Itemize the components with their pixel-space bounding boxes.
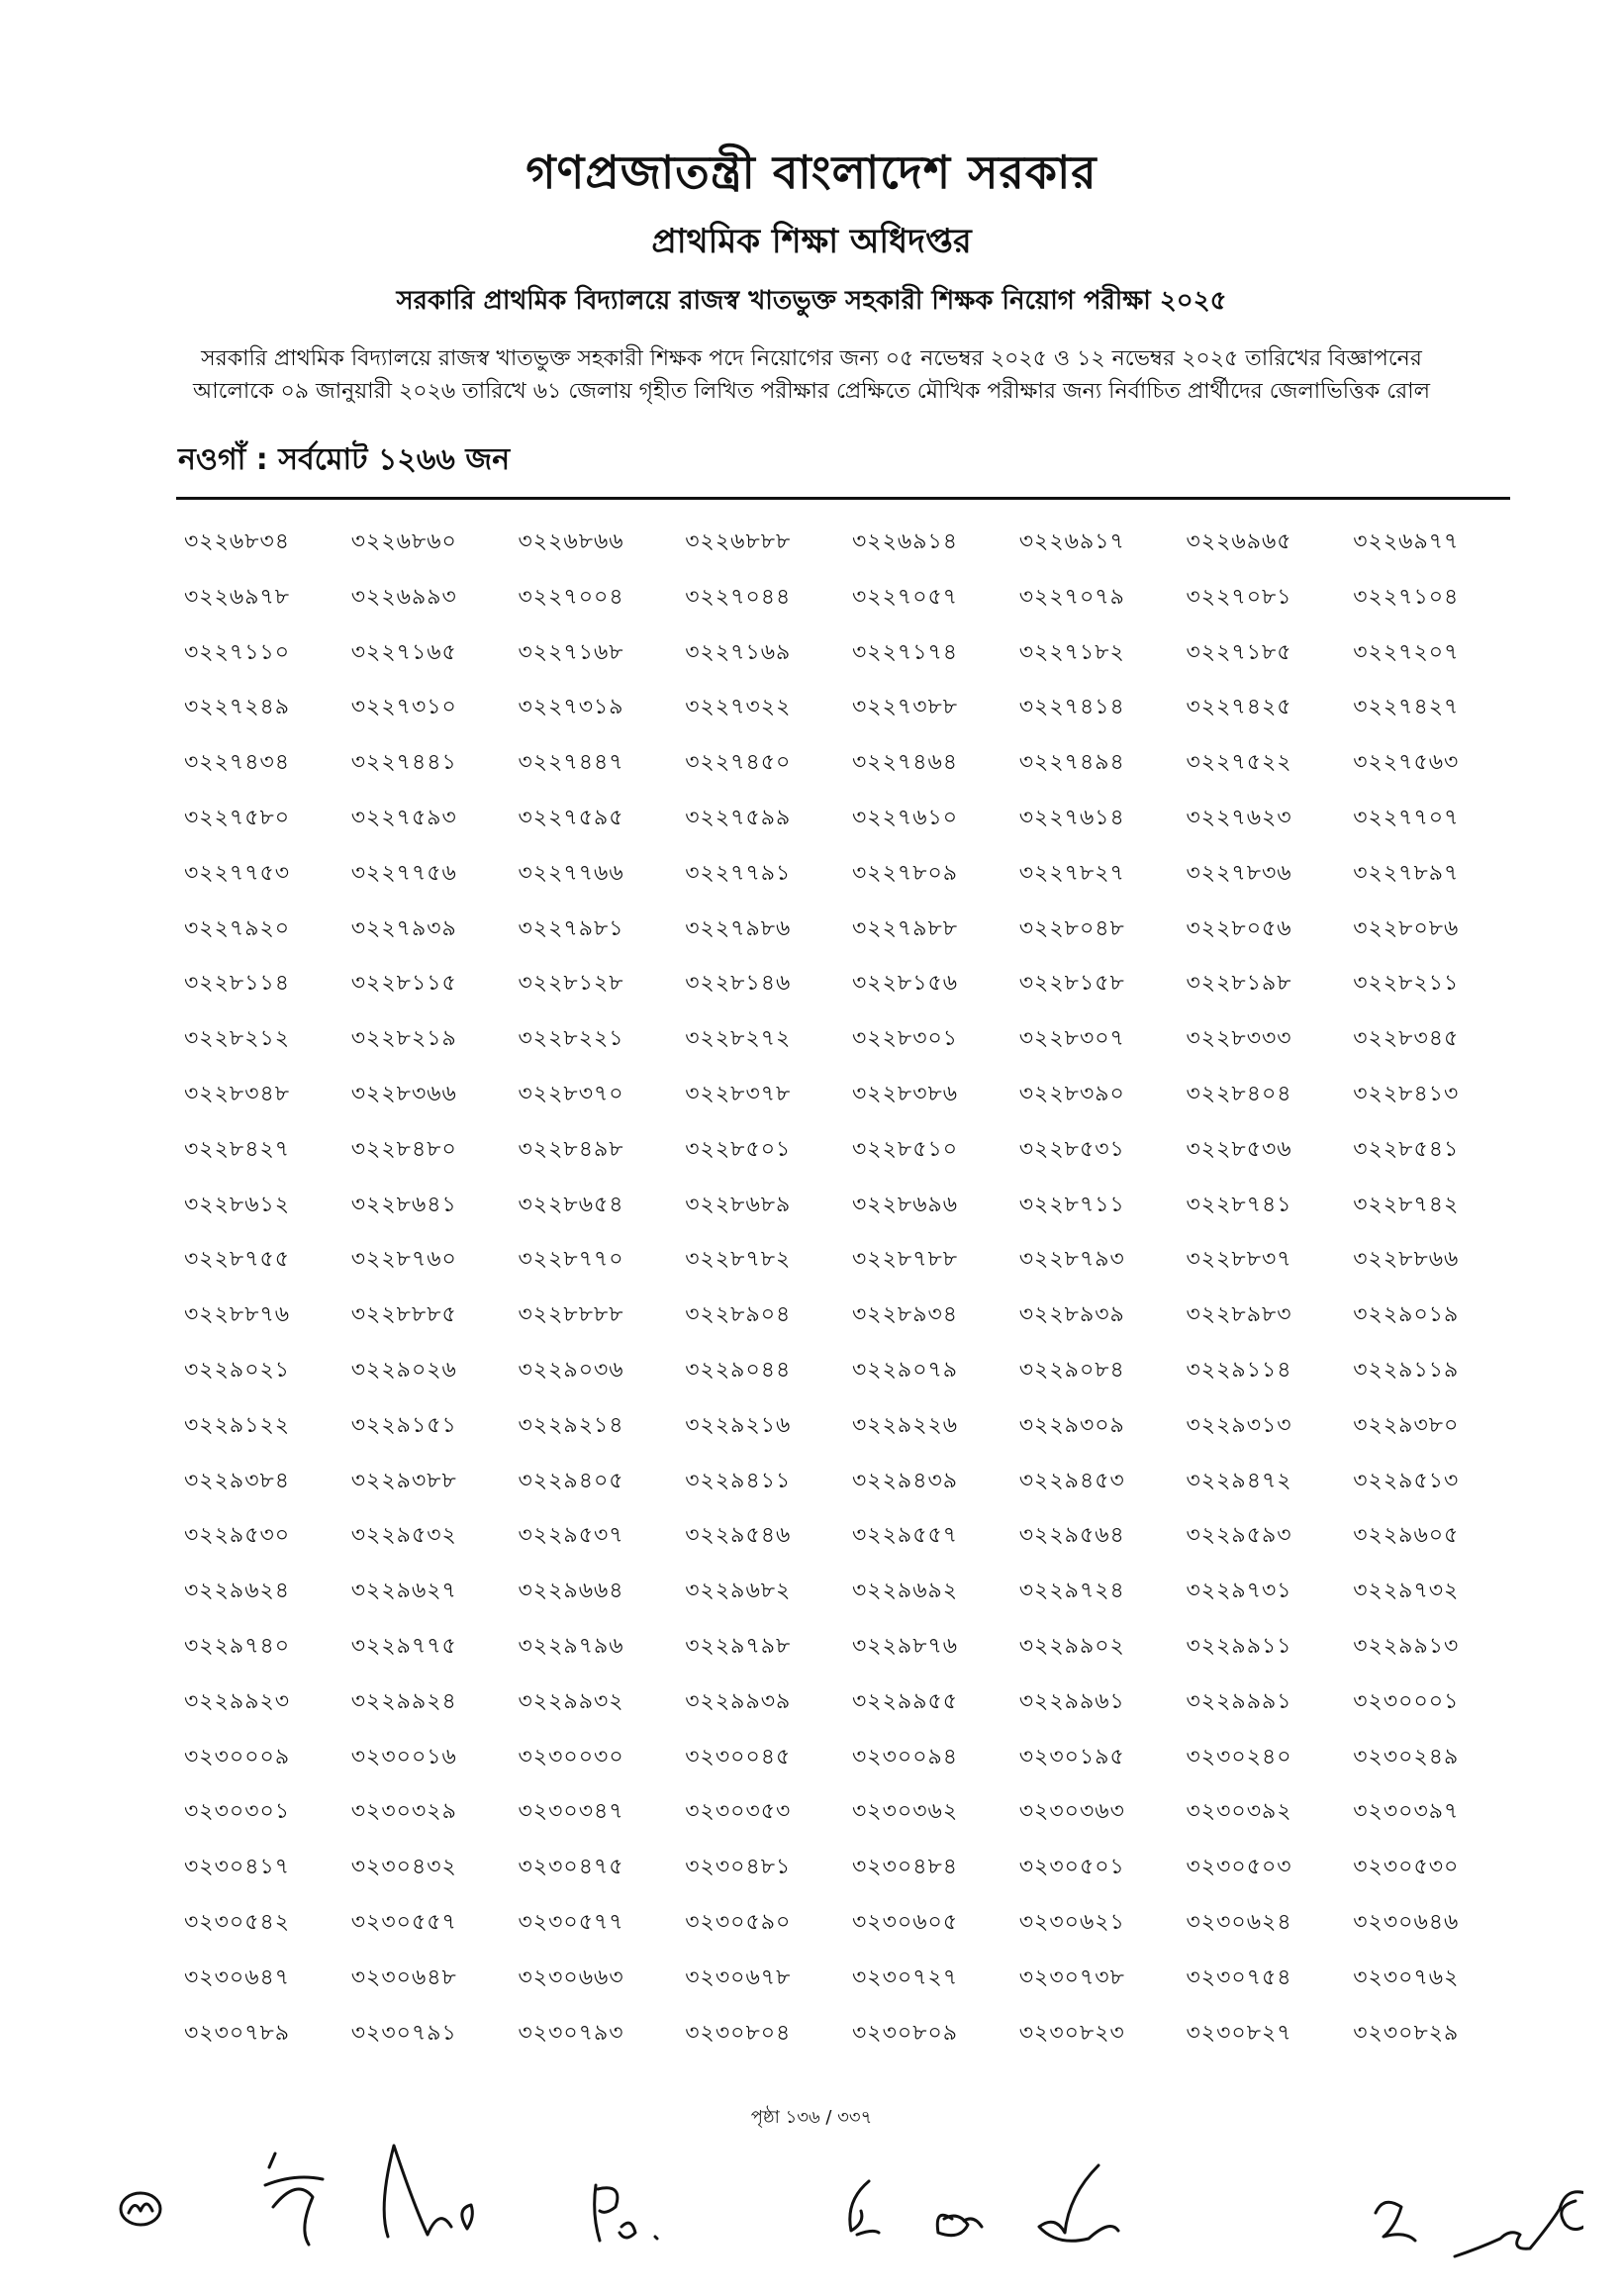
roll-number: ৩২২৮২১১ [1353,971,1460,997]
roll-number: ৩২২৯৯২৩ [184,1688,291,1714]
roll-number: ৩২২৮৪০৪ [1186,1081,1292,1106]
roll-number: ৩২৩০৭২৭ [852,1964,959,1990]
roll-number: ৩২২৮৬১২ [184,1192,291,1217]
roll-number: ৩২২৮৭৭০ [518,1247,624,1273]
roll-number: ৩২৩০৭৫৪ [1186,1964,1292,1990]
roll-number: ৩২৩০৬২১ [1018,1909,1125,1935]
signature-8 [1455,2192,1583,2256]
roll-number: ৩২২৯১১৪ [1186,1357,1292,1383]
roll-number: ৩২২৮১২৮ [518,971,624,997]
roll-number: ৩২২৯৬২৭ [350,1578,457,1604]
roll-number: ৩২২৭৩২২ [685,695,792,720]
roll-number: ৩২২৮৮৩৭ [1186,1247,1292,1273]
roll-number: ৩২২৯০২১ [184,1357,291,1383]
roll-number: ৩২২৮৭৮২ [685,1247,792,1273]
roll-number: ৩২২৮৩৩৩ [1186,1026,1292,1052]
roll-number: ৩২২৭৮৯৭ [1353,860,1460,886]
roll-number: ৩২২৮৭৯৩ [1018,1247,1125,1273]
roll-number: ৩২২৯৬২৪ [184,1578,291,1604]
page-number: পৃষ্ঠা ১৩৬ / ৩৩৭ [750,2107,873,2128]
roll-number: ৩২২৭৬১০ [852,805,959,830]
roll-number: ৩২২৮১৫৬ [852,971,959,997]
roll-number: ৩২২৭৯৮১ [518,915,624,941]
heading-divider [176,497,1510,500]
roll-number-grid [176,527,1512,2073]
roll-number: ৩২২৮৩৭৮ [685,1081,792,1106]
signature-4 [595,2185,657,2241]
roll-number: ৩২২৮৭১১ [1018,1192,1125,1217]
notice-line-1: সরকারি প্রাথমিক বিদ্যালয়ে রাজস্ব খাতভুক্ত সহকারী শিক্ষক পদে নিয়োগের জন্য ০৫ নভেম্বর ২০২৫ ও ১২ নভেম্বর ২০২৫ তারিখের বিজ্ঞাপনের [201,346,1422,371]
roll-number: ৩২২৭৯৮৬ [685,915,792,941]
roll-number: ৩২৩০৮২৯ [1353,2020,1460,2046]
roll-number: ৩২২৯৩১৩ [1186,1412,1292,1438]
exam-title: সরকারি প্রাথমিক বিদ্যালয়ে রাজস্ব খাতভুক্ত সহকারী শিক্ষক নিয়োগ পরীক্ষা ২০২৫ [396,286,1227,316]
roll-number: ৩২২৯৯৫৫ [852,1688,959,1714]
roll-number: ৩২২৯৫৪৬ [685,1523,792,1549]
roll-number: ৩২২৭৫৯৫ [518,805,624,830]
roll-number: ৩২২৯৩৮৮ [350,1468,457,1493]
roll-number: ৩২২৮৩৭০ [518,1081,624,1106]
roll-number: ৩২২৮৪৯৮ [518,1136,624,1162]
roll-number: ৩২২৯৬৮২ [685,1578,792,1604]
roll-number: ৩২২৮৭৫৫ [184,1247,291,1273]
roll-number: ৩২২৯৭২৪ [1018,1578,1125,1604]
roll-number: ৩২২৯৯১১ [1186,1633,1292,1659]
roll-number: ৩২২৬৮৬৬ [518,529,624,554]
roll-number: ৩২২৭০৪৪ [685,584,792,610]
roll-number: ৩২২৯৯৩২ [518,1688,624,1714]
roll-number: ৩২২৯২২৬ [852,1412,959,1438]
roll-number: ৩২৩০৬২৪ [1186,1909,1292,1935]
roll-number: ৩২২৯৫৩৭ [518,1523,624,1549]
roll-number: ৩২২৭৪১৪ [1018,695,1125,720]
roll-number: ৩২৩০৮২৩ [1018,2020,1125,2046]
roll-number: ৩২২৬৮৬০ [350,529,457,554]
roll-number: ৩২২৯৭৩১ [1186,1578,1292,1604]
roll-number: ৩২৩০৬০৫ [852,1909,959,1935]
roll-number: ৩২২৭৩১০ [350,695,457,720]
roll-number: ৩২৩০০৪৫ [685,1744,792,1770]
roll-number: ৩২২৮২১৯ [350,1026,457,1052]
roll-number: ৩২২৯৫৬৪ [1018,1523,1125,1549]
roll-number: ৩২২৭৭০৭ [1353,805,1460,830]
roll-number: ৩২২৯০২৬ [350,1357,457,1383]
roll-number: ৩২২৮৯৩৯ [1018,1302,1125,1328]
roll-number: ৩২২৯৬৯২ [852,1578,959,1604]
roll-number: ৩২২৬৯৭৭ [1353,529,1460,554]
roll-number: ৩২২৯৭৪০ [184,1633,291,1659]
roll-number: ৩২২৯৪১১ [685,1468,792,1493]
roll-number: ৩২২৭৮৩৬ [1186,860,1292,886]
roll-number: ৩২২৯৫৩০ [184,1523,291,1549]
roll-number: ৩২২৭৪২৫ [1186,695,1292,720]
roll-number: ৩২২৮৮৬৬ [1353,1247,1460,1273]
roll-number: ৩২২৮৬৫৪ [518,1192,624,1217]
roll-number: ৩২২৭৪৩৪ [184,750,291,776]
department-title: প্রাথমিক শিক্ষা অধিদপ্তর [651,222,972,261]
roll-number: ৩২২৯৭৯৮ [685,1633,792,1659]
roll-number: ৩২২৭০৭৯ [1018,584,1125,610]
roll-number: ৩২২৭৭৬৬ [518,860,624,886]
roll-number: ৩২২৮২৭২ [685,1026,792,1052]
roll-number: ৩২৩০০০৯ [184,1744,291,1770]
roll-number: ৩২২৯০১৯ [1353,1302,1460,1328]
roll-number: ৩২৩০৫৯০ [685,1909,792,1935]
roll-number: ৩২২৮১১৪ [184,971,291,997]
roll-number: ৩২২৮৩৬৬ [350,1081,457,1106]
roll-number: ৩২২৮৮৮৫ [350,1302,457,1328]
roll-number: ৩২২৮৯০৪ [685,1302,792,1328]
roll-number: ৩২২৬৮৮৮ [685,529,792,554]
roll-number: ৩২৩০৪৭৫ [518,1855,624,1880]
roll-number: ৩২৩০০৯৪ [852,1744,959,1770]
roll-number: ৩২৩০৩৬২ [852,1799,959,1825]
roll-number: ৩২২৯৫১৩ [1353,1468,1460,1493]
roll-number: ৩২২৭০৮১ [1186,584,1292,610]
roll-number: ৩২২৯৫৩২ [350,1523,457,1549]
roll-number: ৩২২৮৭৬০ [350,1247,457,1273]
roll-number: ৩২২৭১৮২ [1018,639,1125,665]
roll-number: ৩২২৮২২১ [518,1026,624,1052]
roll-number: ৩২২৮৭৪২ [1353,1192,1460,1217]
roll-number: ৩২২৯৬০৫ [1353,1523,1460,1549]
roll-number: ৩২২৮৬৮৯ [685,1192,792,1217]
roll-number: ৩২২৮০৮৬ [1353,915,1460,941]
roll-number: ৩২৩০৪৩২ [350,1855,457,1880]
roll-number: ৩২৩০৬৭৮ [685,1964,792,1990]
roll-number: ৩২৩০৬৪৮ [350,1964,457,1990]
roll-number: ৩২৩০৬৪৬ [1353,1909,1460,1935]
roll-number: ৩২২৭১০৪ [1353,584,1460,610]
roll-number: ৩২৩০৩০১ [184,1799,291,1825]
roll-number: ৩২২৮৫১০ [852,1136,959,1162]
roll-number: ৩২২৮২১২ [184,1026,291,1052]
roll-number: ৩২২৮৫০১ [685,1136,792,1162]
roll-number: ৩২২৭৩১৯ [518,695,624,720]
roll-number: ৩২২৮৭৪১ [1186,1192,1292,1217]
roll-number: ৩২৩০০৩০ [518,1744,624,1770]
roll-number: ৩২৩০৫৪২ [184,1909,291,1935]
roll-number: ৩২২৮৩৮৬ [852,1081,959,1106]
roll-number: ৩২৩০৫৩০ [1353,1855,1460,1880]
roll-number: ৩২২৭৫৮০ [184,805,291,830]
roll-number: ৩২৩০৫০৩ [1186,1855,1292,1880]
roll-number: ৩২৩০৮০৯ [852,2020,959,2046]
roll-number: ৩২৩০৫৭৭ [518,1909,624,1935]
roll-number: ৩২৩০৪৮৪ [852,1855,959,1880]
roll-number: ৩২২৮১৯৮ [1186,971,1292,997]
roll-number: ৩২২৮৬৯৬ [852,1192,959,1217]
roll-number: ৩২৩০৩৯২ [1186,1799,1292,1825]
roll-number: ৩২২৭৪৬৪ [852,750,959,776]
roll-number: ৩২২৬৯৯৩ [350,584,457,610]
roll-number: ৩২২৯০৭৯ [852,1357,959,1383]
roll-number: ৩২২৯৪৭২ [1186,1468,1292,1493]
roll-number: ৩২৩০৩৬৩ [1018,1799,1125,1825]
roll-number: ৩২২৭৭৯১ [685,860,792,886]
roll-number: ৩২২৭৪৪৭ [518,750,624,776]
roll-number: ৩২২৬৮৩৪ [184,529,291,554]
signature-7 [1376,2202,1415,2241]
district-heading: নওগাঁ : সর্বমোট ১২৬৬ জন [178,442,511,477]
roll-number: ৩২২৭৬১৪ [1018,805,1125,830]
roll-number: ৩২৩০০১৬ [350,1744,457,1770]
roll-number: ৩২২৬৯১৭ [1018,529,1125,554]
roll-number: ৩২২৮৩৯০ [1018,1081,1125,1106]
roll-number: ৩২২৮৮৭৬ [184,1302,291,1328]
roll-number: ৩২২৯৫৫৭ [852,1523,959,1549]
roll-number: ৩২২৯৩৮০ [1353,1412,1460,1438]
roll-number: ৩২২৮৯৮৩ [1186,1302,1292,1328]
roll-number: ৩২৩০৪৮১ [685,1855,792,1880]
roll-number: ৩২২৭৪২৭ [1353,695,1460,720]
roll-number: ৩২২৭৬২৩ [1186,805,1292,830]
roll-number: ৩২২৮৪২৭ [184,1136,291,1162]
notice-line-2: আলোকে ০৯ জানুয়ারী ২০২৬ তারিখে ৬১ জেলায় গৃহীত লিখিত পরীক্ষার প্রেক্ষিতে মৌখিক পরীক্ষার জন্য নির্বাচিত প্রার্থীদের জেলাভিত্তিক রোল [192,379,1430,404]
roll-number: ৩২২৮৫৩১ [1018,1136,1125,1162]
roll-number: ৩২২৮১৫৮ [1018,971,1125,997]
roll-number: ৩২২৮৫৩৬ [1186,1136,1292,1162]
roll-number: ৩২২৬৯১৪ [852,529,959,554]
roll-number: ৩২২৯০৩৬ [518,1357,624,1383]
roll-number: ৩২২৭০৫৭ [852,584,959,610]
roll-number: ৩২২৮৪৮০ [350,1136,457,1162]
roll-number: ৩২৩০০০১ [1353,1688,1460,1714]
roll-number: ৩২২৯৭৭৫ [350,1633,457,1659]
roll-number: ৩২৩০৭৮৯ [184,2020,291,2046]
roll-number: ৩২২৯৭৯৬ [518,1633,624,1659]
roll-number: ৩২২৭১১০ [184,639,291,665]
roll-number: ৩২৩০৩৫৩ [685,1799,792,1825]
roll-number: ৩২২৭৯৮৮ [852,915,959,941]
roll-number: ৩২২৭৪৯৪ [1018,750,1125,776]
roll-number: ৩২২৯৭৩২ [1353,1578,1460,1604]
roll-number: ৩২২৯১৫১ [350,1412,457,1438]
roll-number: ৩২২৭১৬৫ [350,639,457,665]
roll-number: ৩২২৭২০৭ [1353,639,1460,665]
roll-number: ৩২২৭৪৪১ [350,750,457,776]
roll-number: ৩২৩০৬৬৩ [518,1964,624,1990]
roll-number: ৩২২৭১৮৫ [1186,639,1292,665]
roll-number: ৩২৩০৩২৯ [350,1799,457,1825]
roll-number: ৩২২৮৩৪৮ [184,1081,291,1106]
signature-5 [850,2181,982,2236]
roll-number: ৩২২৭৭৫৬ [350,860,457,886]
roll-number: ৩২২৭৮০৯ [852,860,959,886]
roll-number: ৩২৩০৭৯১ [350,2020,457,2046]
roll-number: ৩২২৭৫৯৯ [685,805,792,830]
roll-number: ৩২২৮৬৪১ [350,1192,457,1217]
roll-number: ৩২২৯২১৪ [518,1412,624,1438]
roll-number: ৩২২৭৭৫৩ [184,860,291,886]
signature-6 [1039,2165,1118,2241]
signature-3 [384,2146,472,2237]
roll-number: ৩২৩০১৯৫ [1018,1744,1125,1770]
roll-number: ৩২৩০৩৪৭ [518,1799,624,1825]
signature-row [99,2108,1583,2286]
roll-number: ৩২২৭৮২৭ [1018,860,1125,886]
roll-number: ৩২২৭৪৫০ [685,750,792,776]
roll-number: ৩২৩০৭৬২ [1353,1964,1460,1990]
signature-1 [121,2193,160,2225]
roll-number: ৩২৩০৬৪৭ [184,1964,291,1990]
roll-number: ৩২২৭৫২২ [1186,750,1292,776]
roll-number: ৩২২৯৯০২ [1018,1633,1125,1659]
roll-number: ৩২২৭৩৮৮ [852,695,959,720]
roll-number: ৩২২৮৪১৩ [1353,1081,1460,1106]
roll-number: ৩২২৯৬৬৪ [518,1578,624,1604]
roll-number: ৩২৩০৫০১ [1018,1855,1125,1880]
roll-number: ৩২৩০২৪০ [1186,1744,1292,1770]
roll-number: ৩২৩০৮২৭ [1186,2020,1292,2046]
roll-number: ৩২২৭৫৬৩ [1353,750,1460,776]
roll-number: ৩২২৯৯৬১ [1018,1688,1125,1714]
roll-number: ৩২২৮০৫৬ [1186,915,1292,941]
roll-number: ৩২২৮৮৮৮ [518,1302,624,1328]
government-title: গণপ্রজাতন্ত্রী বাংলাদেশ সরকার [525,145,1098,199]
roll-number: ৩২২৭৯৩৯ [350,915,457,941]
roll-number: ৩২৩০৩৯৭ [1353,1799,1460,1825]
roll-number: ৩২২৯৩৮৪ [184,1468,291,1493]
roll-number: ৩২২৮৭৮৮ [852,1247,959,1273]
roll-number: ৩২২৯২১৬ [685,1412,792,1438]
roll-number: ৩২২৮৫৪১ [1353,1136,1460,1162]
roll-number: ৩২২৬৯৬৫ [1186,529,1292,554]
roll-number: ৩২২৯১১৯ [1353,1357,1460,1383]
roll-number: ৩২২৮৩৪৫ [1353,1026,1460,1052]
roll-number: ৩২২৯৯২৪ [350,1688,457,1714]
roll-number: ৩২২৭১৬৮ [518,639,624,665]
roll-number: ৩২৩০৭৯৩ [518,2020,624,2046]
roll-number: ৩২২৮৩০৭ [1018,1026,1125,1052]
roll-number: ৩২২৯১২২ [184,1412,291,1438]
roll-number: ৩২২৭১৬৯ [685,639,792,665]
roll-number: ৩২২৯৩০৯ [1018,1412,1125,1438]
roll-number: ৩২২৯৪৩৯ [852,1468,959,1493]
signature-2 [265,2153,323,2245]
roll-number: ৩২৩০৭৩৮ [1018,1964,1125,1990]
roll-number: ৩২২৯৫৯৩ [1186,1523,1292,1549]
roll-number: ৩২২৯০৮৪ [1018,1357,1125,1383]
roll-number: ৩২৩০৫৫৭ [350,1909,457,1935]
roll-number: ৩২২৯৯৯১ [1186,1688,1292,1714]
roll-number: ৩২২৯৪৫৩ [1018,1468,1125,1493]
roll-number: ৩২২৮৯৩৪ [852,1302,959,1328]
roll-number: ৩২২৭১৭৪ [852,639,959,665]
roll-number: ৩২২৬৯৭৮ [184,584,291,610]
roll-number: ৩২২৯০৪৪ [685,1357,792,1383]
roll-number: ৩২৩০২৪৯ [1353,1744,1460,1770]
roll-number: ৩২২৯৯১৩ [1353,1633,1460,1659]
roll-number: ৩২৩০৮০৪ [685,2020,792,2046]
roll-number: ৩২২৯৮৭৬ [852,1633,959,1659]
roll-number: ৩২২৮৩০১ [852,1026,959,1052]
roll-number: ৩২২৯৪০৫ [518,1468,624,1493]
roll-number: ৩২২৯৯৩৯ [685,1688,792,1714]
roll-number: ৩২২৮১১৫ [350,971,457,997]
roll-number: ৩২২৭০০৪ [518,584,624,610]
roll-number: ৩২২৭৯২০ [184,915,291,941]
roll-number: ৩২২৮১৪৬ [685,971,792,997]
roll-number: ৩২২৭২৪৯ [184,695,291,720]
roll-number: ৩২২৮০৪৮ [1018,915,1125,941]
roll-number: ৩২৩০৪১৭ [184,1855,291,1880]
roll-number: ৩২২৭৫৯৩ [350,805,457,830]
